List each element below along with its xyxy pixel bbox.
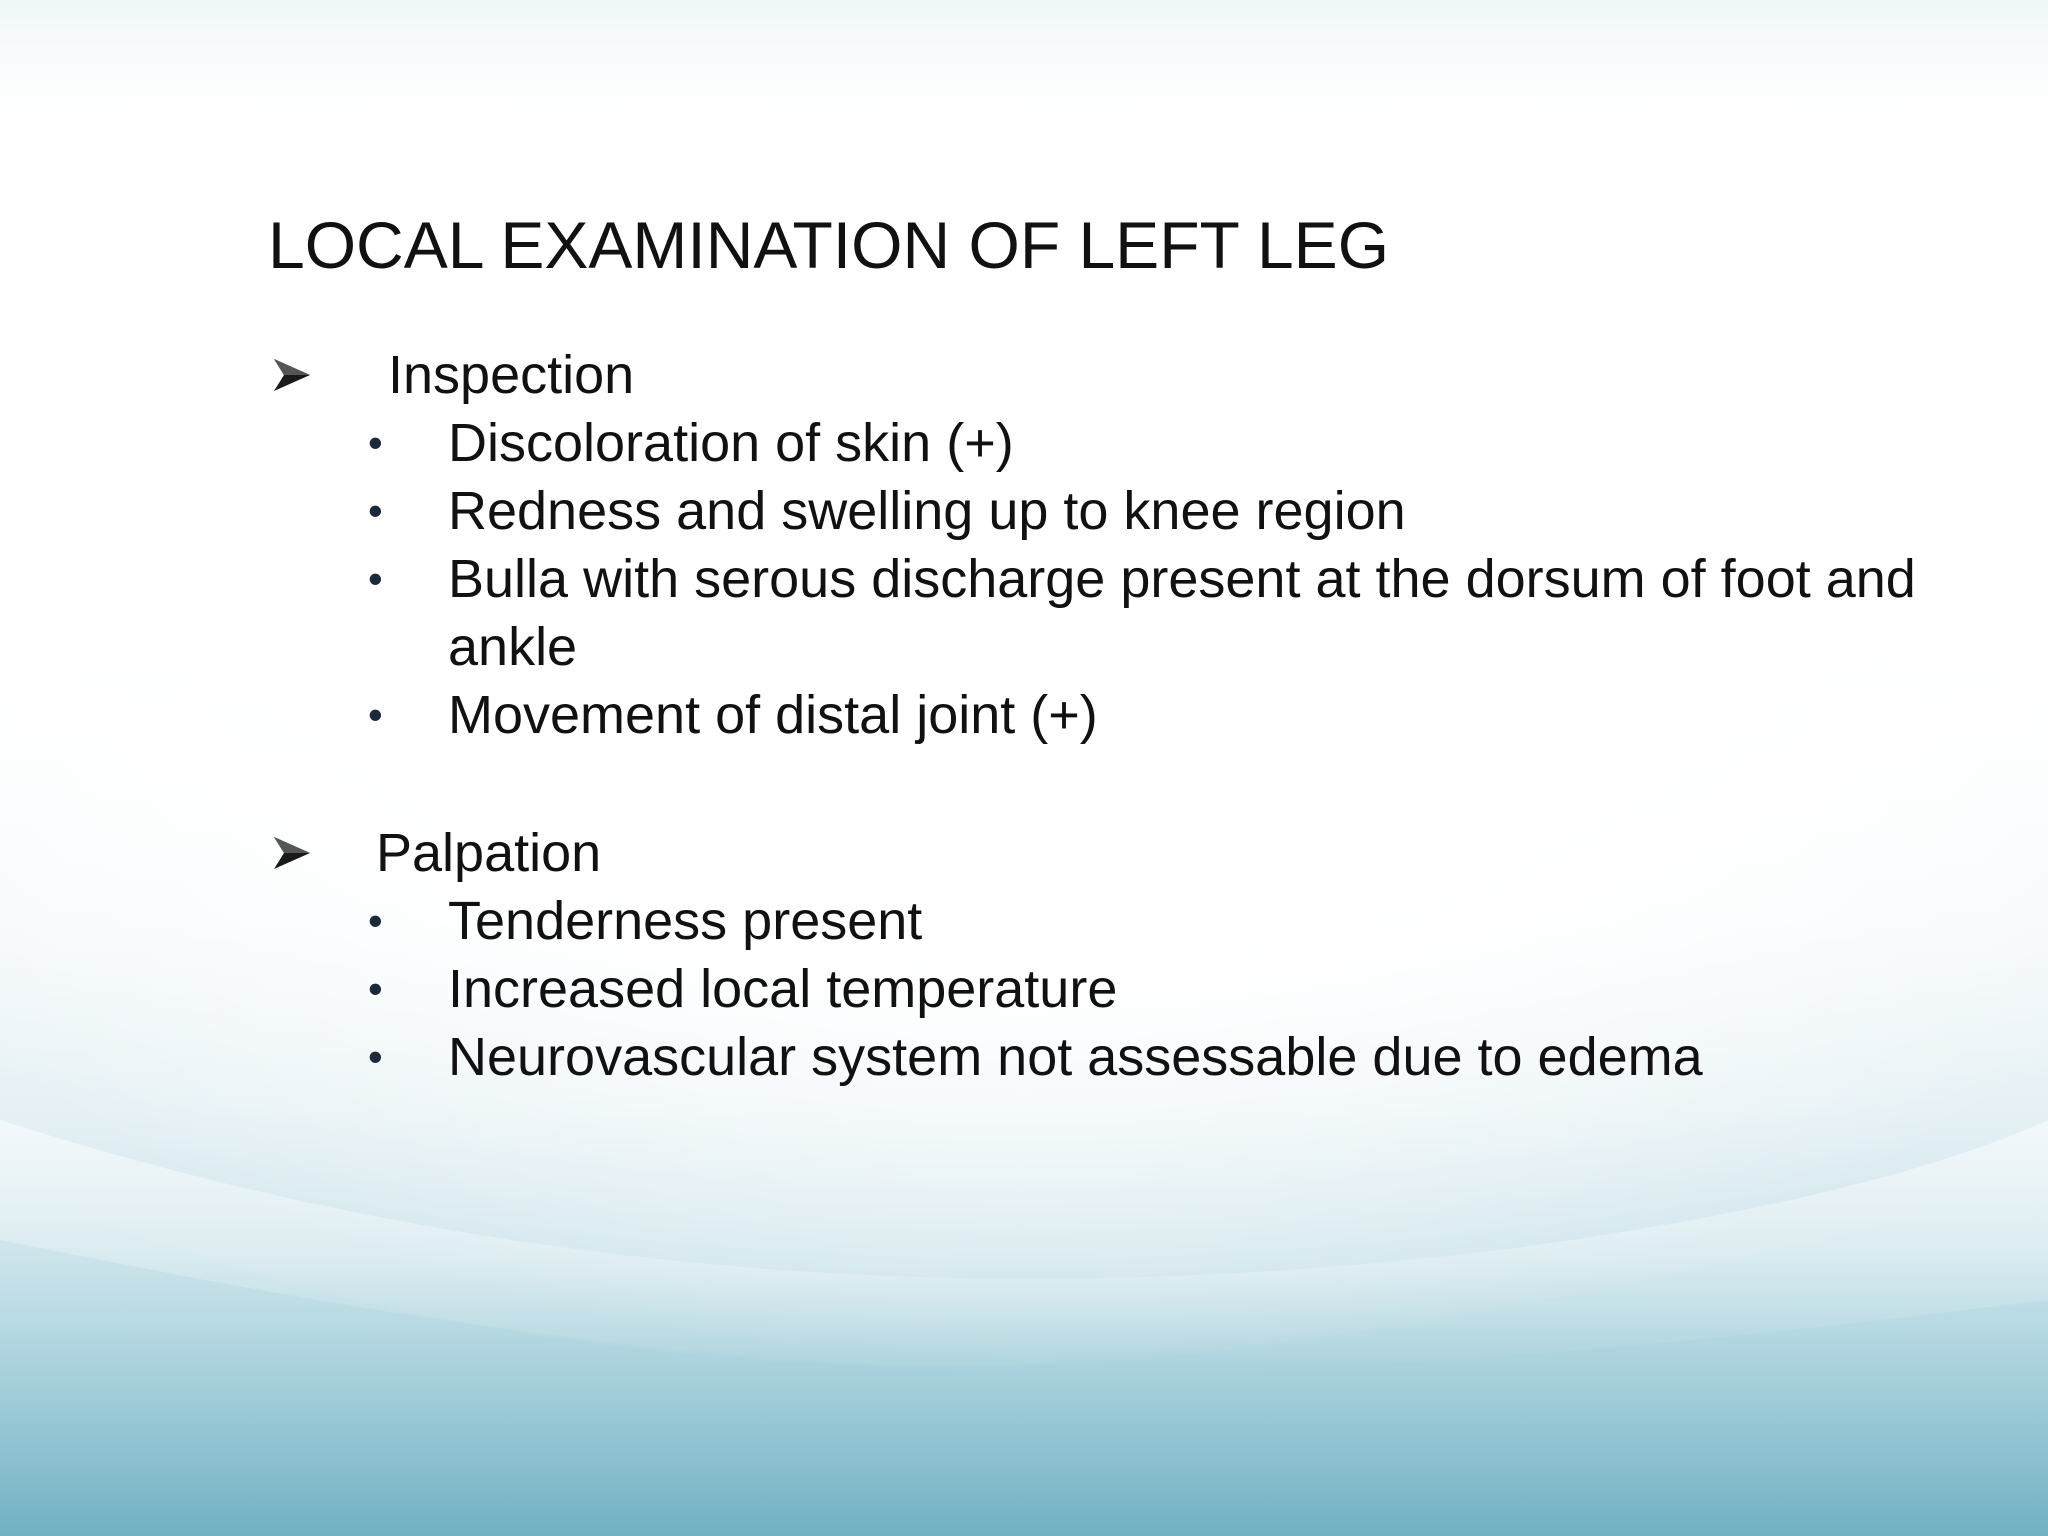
list-item [368,409,1988,477]
bullet-list-inspection [268,409,1988,749]
list-item-text: Redness and swelling up to knee region [448,481,1406,541]
bullet-dot: • [368,487,383,534]
bullet-dot: • [368,897,383,944]
list-item [368,681,1988,749]
bullet-dot: • [368,1033,383,1080]
arrow-bullet-icon [272,833,312,873]
list-item [368,545,1988,681]
section-spacer [268,749,1988,819]
section-palpation [268,819,1988,1091]
section-heading-palpation [268,819,1988,887]
list-item-text: Increased local temperature [448,959,1118,1019]
bullet-dot: • [368,555,383,602]
list-item [368,1023,1988,1091]
list-item-text: Neurovascular system not assessable due to edema [448,1027,1703,1087]
section-inspection [268,341,1988,749]
slide-content [268,205,1988,1091]
bullet-dot: • [368,691,383,738]
bullet-dot: • [368,419,383,466]
section-heading-label: Palpation [376,823,602,883]
section-heading-inspection [268,341,1988,409]
list-item-text: Movement of distal joint (+) [448,685,1098,745]
section-heading-label: Inspection [388,345,635,405]
list-item-text: Tenderness present [448,891,923,951]
slide-title: LOCAL EXAMINATION OF LEFT LEG [268,208,1390,282]
list-item [368,477,1988,545]
bullet-dot: • [368,965,383,1012]
list-item-text: Bulla with serous discharge present at the dorsum of foot and ankle [448,549,1916,677]
list-item [368,955,1988,1023]
bullet-list-palpation [268,887,1988,1091]
list-item [368,887,1988,955]
list-item-text: Discoloration of skin (+) [448,413,1014,473]
arrow-bullet-icon [272,355,312,395]
